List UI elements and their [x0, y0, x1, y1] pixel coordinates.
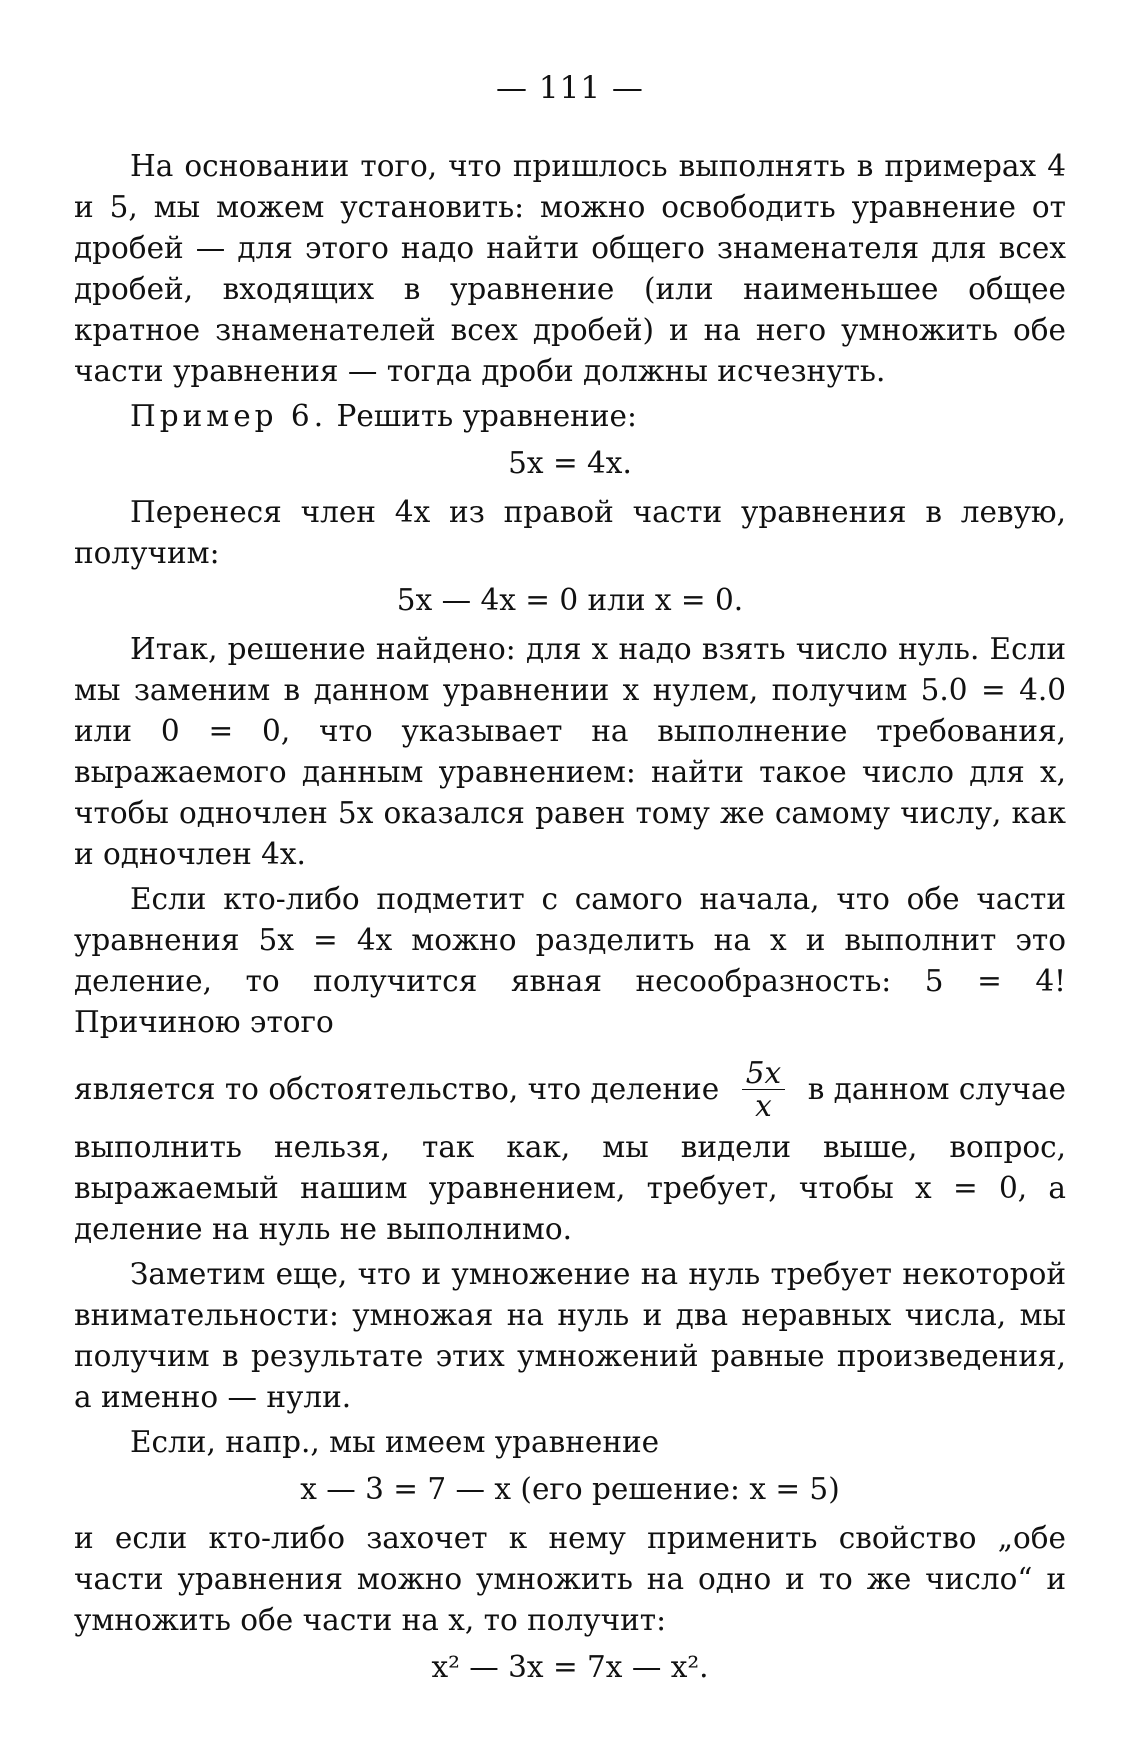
document-page	[74, 70, 1066, 1696]
example-task: Решить уравнение:	[327, 399, 637, 433]
paragraph-4-continued: выполнить нельзя, так как, мы видели выше, вопрос, выражаемый нашим уравнением, требует, чтобы x = 0, а деление на нуль не выполнимо.	[74, 1130, 1066, 1246]
equation-4: x² — 3x = 7x — x².	[431, 1650, 709, 1684]
example-label: Пример 6.	[130, 399, 328, 433]
equation-1: 5x = 4x.	[508, 446, 632, 480]
paragraph-3: Итак, решение найдено: для x надо взять число нуль. Если мы заменим в данном уравнении x нулем, получим 5.0 = 4.0 или 0 = 0, что указывает на выполнение требования, выражаемого данным уравнением: найти такое число для x, чтобы одночлен 5x оказался равен тому же самому числу, как и одночлен 4x.	[74, 632, 1066, 871]
paragraph-1: На основании того, что пришлось выполнять в примерах 4 и 5, мы можем установить: можно освободить уравнение от дробей — для этого надо найти общего знаменателя для всех дробей, входящих в уравнение (или наименьшее общее кратное знаменателей всех дробей) и на него умножить обе части уравнения — тогда дроби должны исчезнуть.	[74, 149, 1066, 388]
equation-3: x — 3 = 7 — x (его решение: x = 5)	[300, 1472, 840, 1506]
paragraph-6: Если, напр., мы имеем уравнение	[130, 1425, 660, 1459]
fraction-denominator: x	[755, 1088, 772, 1123]
fraction-line-before: является то обстоятельство, что деление	[74, 1072, 720, 1106]
paragraph-5: Заметим еще, что и умножение на нуль требует некоторой внимательности: умножая на нуль и два неравных числа, мы получим в результате этих умножений равные произведения, а именно — нули.	[74, 1257, 1066, 1414]
fraction	[742, 1057, 785, 1122]
fraction-numerator: 5x	[742, 1057, 785, 1090]
page-number: — 111 —	[496, 70, 644, 106]
fraction-line	[74, 1051, 1066, 1127]
paragraph-4: Если кто-либо подметит с самого начала, что обе части уравнения 5x = 4x можно разделить на x и выполнит это деление, то получится явная несообразность: 5 = 4! Причиною этого	[74, 882, 1066, 1039]
paragraph-2: Перенеся член 4x из правой части уравнения в левую, получим:	[74, 495, 1066, 570]
equation-2: 5x — 4x = 0 или x = 0.	[396, 583, 744, 617]
fraction-line-after: в данном случае	[807, 1072, 1066, 1106]
example-heading	[74, 396, 1066, 437]
paragraph-7: и если кто-либо захочет к нему применить свойство „обе части уравнения можно умножить на одно и то же число“ и умножить обе части на x, то получит:	[74, 1521, 1066, 1637]
